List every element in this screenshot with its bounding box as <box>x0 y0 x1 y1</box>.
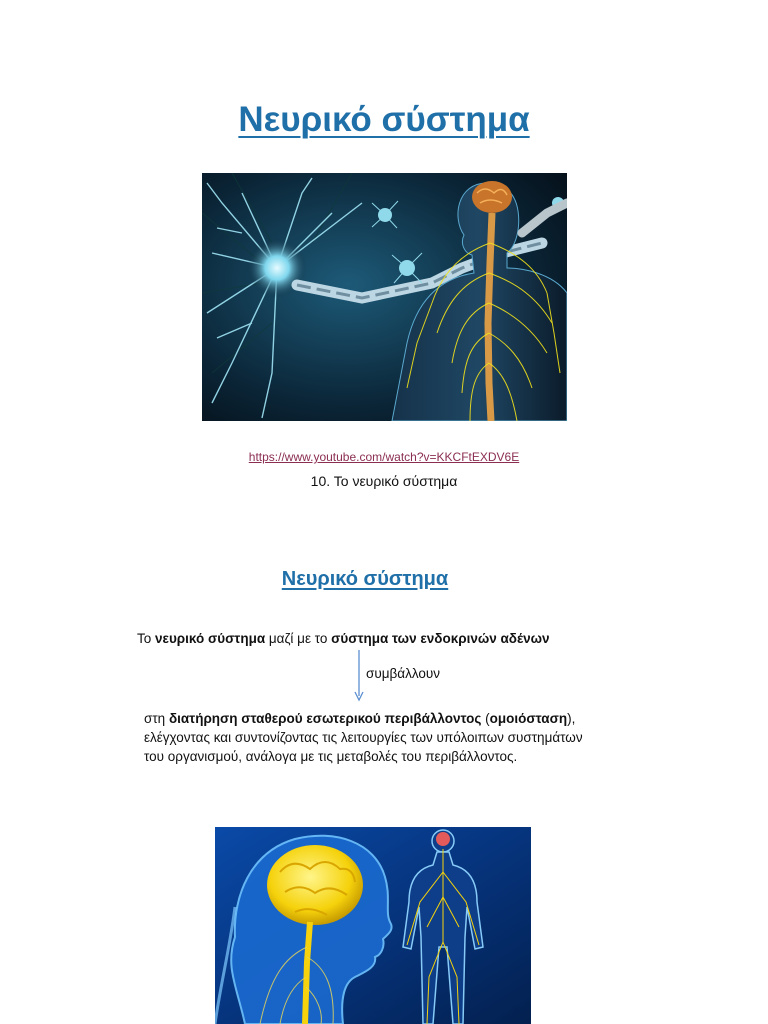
para-bold-2: ομοιόσταση <box>489 711 568 726</box>
intro-bold-1: νευρικό σύστημα <box>155 631 266 646</box>
para-bold-1: διατήρηση σταθερού εσωτερικού περιβάλλοντος <box>168 711 482 726</box>
intro-text-2: μαζί με το <box>265 631 332 646</box>
intro-sentence <box>137 631 550 646</box>
video-link[interactable]: https://www.youtube.com/watch?v=KKCFtEXDV6E <box>248 450 520 464</box>
video-caption: 10. Το νευρικό σύστημα <box>310 473 458 489</box>
para-text-2: ( <box>481 711 490 726</box>
contribute-label: συμβάλλουν <box>366 666 440 681</box>
page-title: Νευρικό σύστημα <box>238 100 530 139</box>
intro-bold-2: σύστημα των ενδοκρινών αδένων <box>331 631 550 646</box>
section-subtitle: Νευρικό σύστημα <box>281 568 449 590</box>
brain-body-illustration <box>215 827 531 1024</box>
homeostasis-paragraph <box>144 709 604 766</box>
intro-text-1: Το <box>137 631 156 646</box>
nervous-system-illustration <box>202 173 567 421</box>
down-arrow-icon <box>352 650 366 702</box>
para-text-1: στη <box>144 711 169 726</box>
para-text-3: ), ελέγχοντας και συντονίζοντας τις λειτουργίες των υπόλοιπων συστημάτων του οργανισμού, ανάλογα με τις μεταβολές του περιβάλλοντος. <box>144 711 583 764</box>
